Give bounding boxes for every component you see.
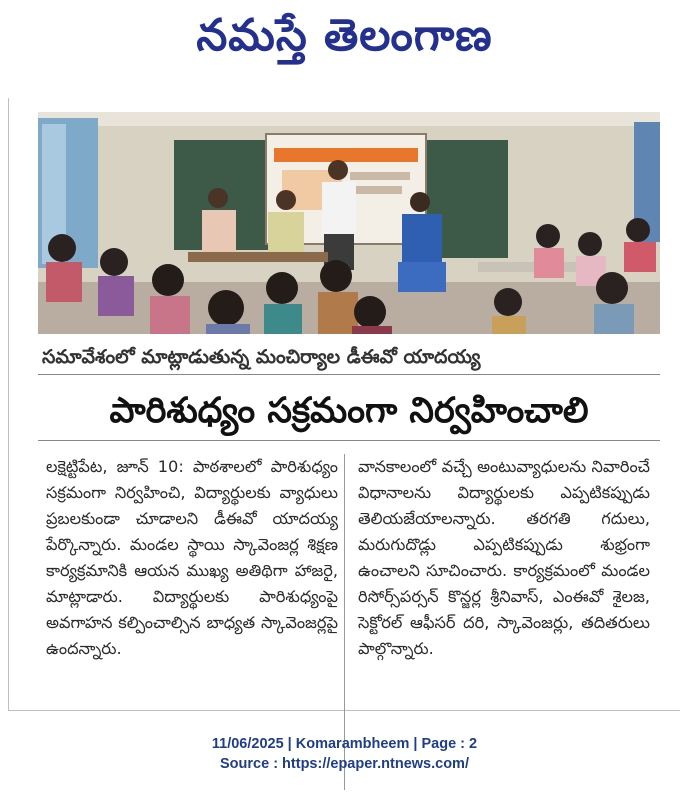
news-photo (38, 112, 660, 334)
classroom-photo-illustration (38, 112, 660, 334)
article-body-right-column: వానకాలంలో వచ్చే అంటువ్యాధులను నివారించే విధానాలను విద్యార్థులకు ఎప్పటికప్పుడు తెలియజేయాలన్నారు. తరగతి గదులు, మరుగుదొడ్లు ఎప్పటికప్పుడు శుభ్రంగా ఉంచాలని సూచించారు. కార్యక్రమంలో మండల రిసోర్స్‌పర్సన్ కొన్జర్ల శ్రీనివాస్, ఎంఈవో శైలజ, సెక్టోరల్ ఆఫీసర్ దరి, స్కావెంజర్లు, తదితరులు పాల్గొన్నారు. (358, 457, 650, 658)
photo-caption-text: సమావేశంలో మాట్లాడుతున్న మంచిర్యాల డీఈవో యాదయ్య (42, 346, 481, 368)
masthead (0, 0, 689, 78)
article-headline (38, 384, 660, 441)
edition-info: 11/06/2025 | Komarambheem | Page : 2 (211, 736, 478, 752)
source-link[interactable]: Source : https://epaper.ntnews.com/ (220, 756, 469, 772)
newspaper-logo: నమస్తే తెలంగాణ (196, 10, 493, 61)
article-headline-text: పారిశుధ్యం సక్రమంగా నిర్వహించాలి (109, 391, 589, 431)
photo-caption (38, 342, 660, 375)
article-body-left-column: లక్షెట్టిపేట, జూన్ 10: పాఠశాలలో పారిశుధ్యం సక్రమంగా నిర్వహించి, విద్యార్థులకు వ్యాధులు ప్రబలకుండా చూడాలని డీఈవో యాదయ్య పేర్కొన్నారు. మండల స్థాయి స్కావెంజర్ల శిక్షణ కార్యక్రమానికి ఆయన ముఖ్య అతిథిగా హాజరై, మాట్లాడారు. విద్యార్థులకు పారిశుధ్యంపై అవగాహన కల్పించాల్సిన బాధ్యత స్కావెంజర్లపై ఉందన్నారు. (46, 457, 338, 658)
news-clipping (38, 98, 660, 708)
clip-border-left (8, 98, 9, 710)
clip-footer (0, 734, 689, 774)
